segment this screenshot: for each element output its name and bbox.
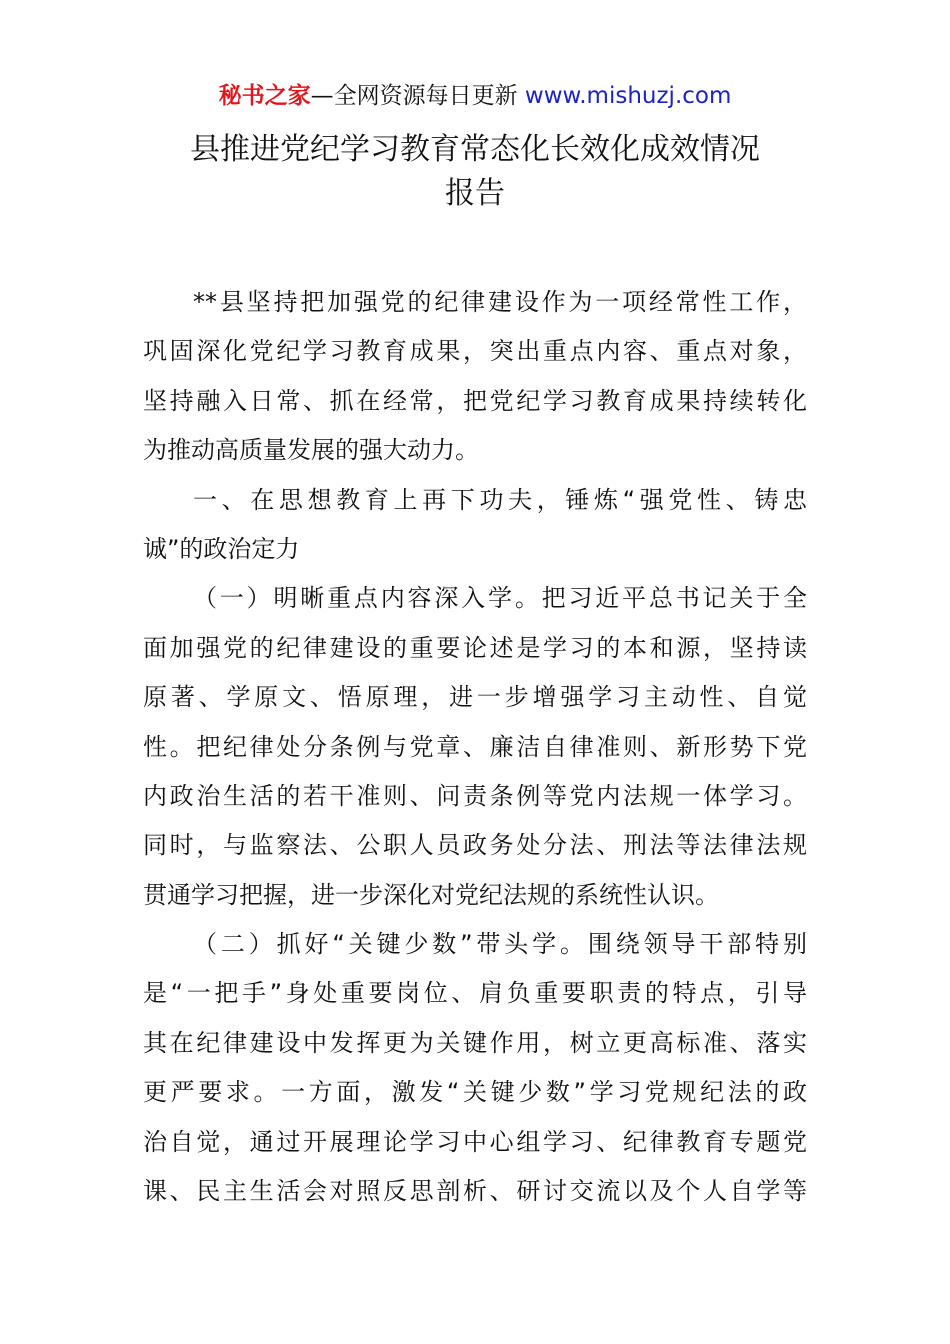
body-line: 其在纪律建设中发挥更为关键作用，树立更高标准、落实 [143,1028,807,1057]
site-brand: 秘书之家 [218,83,311,109]
body-line: 治自觉，通过开展理论学习中心组学习、纪律教育专题党 [143,1127,807,1156]
title-line-1: 县推进党纪学习教育常态化长效化成效情况 [190,132,760,167]
site-tagline: —全网资源每日更新 [310,83,525,109]
body-line: 巩固深化党纪学习教育成果，突出重点内容、重点对象， [143,337,807,366]
body-line: 贯通学习把握，进一步深化对党纪法规的系统性认识。 [143,880,719,909]
body-line: 原著、学原文、悟原理，进一步增强学习主动性、自觉 [143,683,807,712]
section-heading-line: 一、在思想教育上再下功夫，锤炼“强党性、铸忠 [193,485,807,514]
body-line: 更严要求。一方面，激发“关键少数”学习党规纪法的政 [143,1078,807,1107]
body-line: 面加强党的纪律建设的重要论述是学习的本和源，坚持读 [143,633,807,662]
body-line: 内政治生活的若干准则、问责条例等党内法规一体学习。 [143,781,807,810]
body-line: 课、民主生活会对照反思剖析、研讨交流以及个人自学等 [143,1177,807,1206]
body-line: 同时，与监察法、公职人员政务处分法、刑法等法律法规 [143,831,807,860]
body-line: 坚持融入日常、抓在经常，把党纪学习教育成果持续转化 [143,386,807,415]
body-line: 是“一把手”身处重要岗位、肩负重要职责的特点，引导 [143,979,807,1008]
title-line-2: 报告 [445,176,505,211]
body-line: **县坚持把加强党的纪律建设作为一项经常性工作， [193,288,807,316]
section-heading-line: 诚”的政治定力 [143,534,300,563]
body-line: 为推动高质量发展的强大动力。 [143,436,479,465]
document-body [143,278,807,1216]
body-line: 性。把纪律处分条例与党章、廉洁自律准则、新形势下党 [143,732,807,761]
body-line: （二）抓好“关键少数”带头学。围绕领导干部特别 [193,930,807,959]
document-title [0,128,950,216]
site-header [0,80,950,112]
site-url: www.mishuzj.com [524,83,732,109]
body-line: （一）明晰重点内容深入学。把习近平总书记关于全 [193,584,807,613]
